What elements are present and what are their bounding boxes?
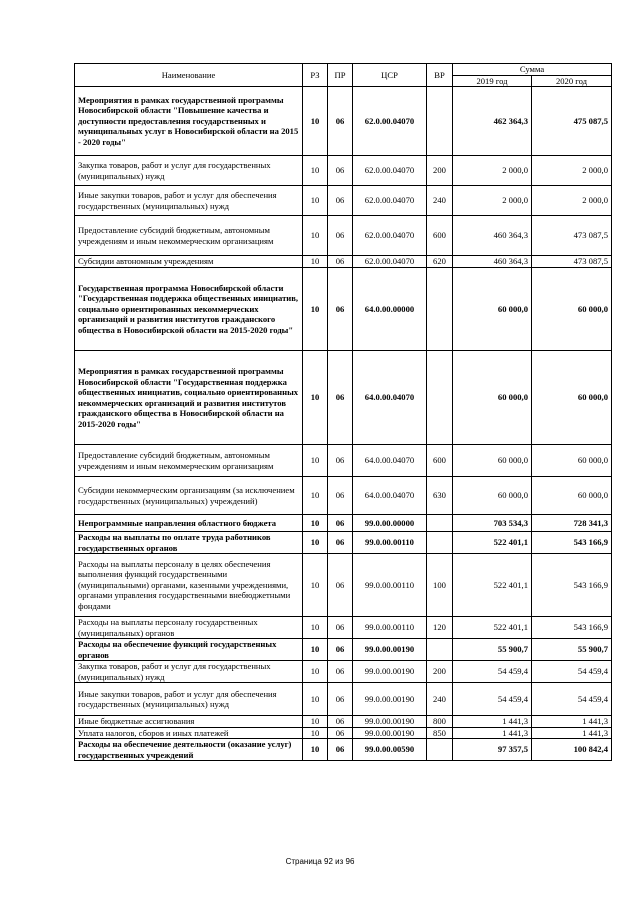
table-row [75, 639, 612, 661]
header-2019: 2019 год [453, 75, 532, 87]
cell-pr: 06 [328, 739, 353, 761]
cell-vr: 240 [427, 683, 453, 716]
cell-2019: 462 364,3 [453, 87, 532, 156]
cell-csr: 62.0.00.04070 [353, 186, 427, 216]
cell-rz: 10 [303, 739, 328, 761]
cell-2020: 543 166,9 [532, 617, 612, 639]
cell-2020: 1 441,3 [532, 716, 612, 728]
cell-csr: 99.0.00.00190 [353, 639, 427, 661]
cell-rz: 10 [303, 87, 328, 156]
header-2020: 2020 год [532, 75, 612, 87]
cell-vr: 600 [427, 445, 453, 477]
header-csr: ЦСР [353, 64, 427, 87]
cell-name: Расходы на обеспечение деятельности (оказание услуг) государственных учреждений [75, 739, 303, 761]
cell-rz: 10 [303, 554, 328, 617]
cell-vr: 800 [427, 716, 453, 728]
cell-2020: 60 000,0 [532, 445, 612, 477]
cell-csr: 64.0.00.04070 [353, 351, 427, 445]
table-row [75, 256, 612, 268]
cell-2020: 473 087,5 [532, 216, 612, 256]
cell-rz: 10 [303, 639, 328, 661]
cell-pr: 06 [328, 727, 353, 739]
cell-name: Закупка товаров, работ и услуг для государственных (муниципальных) нужд [75, 156, 303, 186]
cell-2019: 60 000,0 [453, 477, 532, 515]
cell-2019: 60 000,0 [453, 268, 532, 351]
cell-name: Расходы на выплаты персоналу государственных (муниципальных) органов [75, 617, 303, 639]
cell-2019: 54 459,4 [453, 661, 532, 683]
cell-rz: 10 [303, 683, 328, 716]
table-row [75, 477, 612, 515]
cell-2020: 475 087,5 [532, 87, 612, 156]
cell-name: Иные закупки товаров, работ и услуг для обеспечения государственных (муниципальных) нужд [75, 186, 303, 216]
cell-pr: 06 [328, 515, 353, 532]
cell-2019: 522 401,1 [453, 532, 532, 554]
cell-name: Уплата налогов, сборов и иных платежей [75, 727, 303, 739]
cell-2019: 54 459,4 [453, 683, 532, 716]
cell-rz: 10 [303, 532, 328, 554]
cell-csr: 99.0.00.00190 [353, 683, 427, 716]
cell-csr: 62.0.00.04070 [353, 256, 427, 268]
table-row [75, 515, 612, 532]
cell-pr: 06 [328, 186, 353, 216]
cell-2020: 2 000,0 [532, 156, 612, 186]
cell-csr: 62.0.00.04070 [353, 216, 427, 256]
cell-pr: 06 [328, 268, 353, 351]
cell-2019: 2 000,0 [453, 156, 532, 186]
cell-name: Расходы на выплаты персоналу в целях обеспечения выполнения функций государственными (муниципальными) органами, казенными учреждениями, органами управления государственными внебюджетными фондами [75, 554, 303, 617]
header-vr: ВР [427, 64, 453, 87]
cell-csr: 99.0.00.00190 [353, 716, 427, 728]
cell-name: Предоставление субсидий бюджетным, автономным учреждениям и иным некоммерческим организациям [75, 216, 303, 256]
cell-rz: 10 [303, 477, 328, 515]
cell-pr: 06 [328, 216, 353, 256]
table-row [75, 268, 612, 351]
cell-pr: 06 [328, 639, 353, 661]
table-row [75, 87, 612, 156]
cell-rz: 10 [303, 186, 328, 216]
cell-csr: 99.0.00.00190 [353, 661, 427, 683]
cell-pr: 06 [328, 87, 353, 156]
cell-name: Непрограммные направления областного бюджета [75, 515, 303, 532]
cell-2020: 60 000,0 [532, 268, 612, 351]
cell-2020: 2 000,0 [532, 186, 612, 216]
cell-name: Субсидии автономным учреждениям [75, 256, 303, 268]
table-row [75, 554, 612, 617]
cell-name: Расходы на обеспечение функций государственных органов [75, 639, 303, 661]
cell-rz: 10 [303, 515, 328, 532]
table-body [75, 87, 612, 761]
cell-rz: 10 [303, 727, 328, 739]
cell-rz: 10 [303, 445, 328, 477]
table-row [75, 617, 612, 639]
cell-csr: 64.0.00.00000 [353, 268, 427, 351]
cell-pr: 06 [328, 156, 353, 186]
cell-csr: 62.0.00.04070 [353, 156, 427, 186]
cell-rz: 10 [303, 156, 328, 186]
cell-name: Субсидии некоммерческим организациям (за исключением государственных (муниципальных) учреждений) [75, 477, 303, 515]
cell-csr: 64.0.00.04070 [353, 477, 427, 515]
cell-name: Предоставление субсидий бюджетным, автономным учреждениям и иным некоммерческим организациям [75, 445, 303, 477]
cell-csr: 99.0.00.00000 [353, 515, 427, 532]
cell-pr: 06 [328, 351, 353, 445]
cell-rz: 10 [303, 268, 328, 351]
cell-vr: 620 [427, 256, 453, 268]
table-row [75, 739, 612, 761]
cell-2020: 60 000,0 [532, 477, 612, 515]
cell-vr: 200 [427, 156, 453, 186]
cell-2019: 1 441,3 [453, 727, 532, 739]
cell-2020: 543 166,9 [532, 532, 612, 554]
cell-rz: 10 [303, 716, 328, 728]
cell-csr: 99.0.00.00590 [353, 739, 427, 761]
cell-2019: 1 441,3 [453, 716, 532, 728]
cell-pr: 06 [328, 661, 353, 683]
cell-rz: 10 [303, 256, 328, 268]
cell-2020: 543 166,9 [532, 554, 612, 617]
cell-pr: 06 [328, 617, 353, 639]
cell-2020: 55 900,7 [532, 639, 612, 661]
cell-2020: 54 459,4 [532, 683, 612, 716]
cell-2019: 703 534,3 [453, 515, 532, 532]
cell-rz: 10 [303, 351, 328, 445]
cell-pr: 06 [328, 716, 353, 728]
cell-name: Мероприятия в рамках государственной программы Новосибирской области "Повышение качества и доступности предоставления государственных и муниципальных услуг в Новосибирской области на 2015 - 2020 годы" [75, 87, 303, 156]
cell-vr [427, 268, 453, 351]
table-row [75, 216, 612, 256]
cell-name: Иные бюджетные ассигнования [75, 716, 303, 728]
header-sum: Сумма [453, 64, 612, 76]
cell-2019: 97 357,5 [453, 739, 532, 761]
cell-rz: 10 [303, 661, 328, 683]
cell-2020: 54 459,4 [532, 661, 612, 683]
cell-2019: 460 364,3 [453, 256, 532, 268]
cell-2019: 460 364,3 [453, 216, 532, 256]
header-rz: РЗ [303, 64, 328, 87]
cell-name: Мероприятия в рамках государственной программы Новосибирской области "Государственная поддержка общественных инициатив, социально ориентированных некоммерческих организаций и развития институтов гражданского общества в Новосибирской области на 2015-2020 годы" [75, 351, 303, 445]
cell-csr: 99.0.00.00110 [353, 532, 427, 554]
cell-2020: 100 842,4 [532, 739, 612, 761]
cell-csr: 62.0.00.04070 [353, 87, 427, 156]
table-row [75, 661, 612, 683]
table-row [75, 351, 612, 445]
page-number: Страница 92 из 96 [285, 857, 355, 866]
cell-name: Государственная программа Новосибирской области "Государственная поддержка общественных инициатив, социально ориентированных некоммерческих организаций и развития институтов гражданского общества в Новосибирской области на 2015-2020 годы" [75, 268, 303, 351]
cell-vr: 200 [427, 661, 453, 683]
budget-table [74, 63, 612, 761]
table-row [75, 683, 612, 716]
cell-vr: 630 [427, 477, 453, 515]
cell-pr: 06 [328, 256, 353, 268]
cell-2019: 2 000,0 [453, 186, 532, 216]
cell-vr: 100 [427, 554, 453, 617]
cell-vr: 600 [427, 216, 453, 256]
cell-2019: 55 900,7 [453, 639, 532, 661]
cell-2020: 728 341,3 [532, 515, 612, 532]
cell-2019: 60 000,0 [453, 351, 532, 445]
cell-2019: 60 000,0 [453, 445, 532, 477]
cell-pr: 06 [328, 683, 353, 716]
table-row [75, 727, 612, 739]
cell-vr: 120 [427, 617, 453, 639]
cell-pr: 06 [328, 477, 353, 515]
cell-csr: 64.0.00.04070 [353, 445, 427, 477]
cell-vr: 850 [427, 727, 453, 739]
cell-vr [427, 739, 453, 761]
cell-name: Расходы на выплаты по оплате труда работников государственных органов [75, 532, 303, 554]
table-row [75, 156, 612, 186]
cell-2019: 522 401,1 [453, 554, 532, 617]
cell-csr: 99.0.00.00110 [353, 617, 427, 639]
cell-2020: 60 000,0 [532, 351, 612, 445]
cell-vr [427, 532, 453, 554]
table-row [75, 716, 612, 728]
cell-vr [427, 515, 453, 532]
cell-2020: 473 087,5 [532, 256, 612, 268]
cell-csr: 99.0.00.00190 [353, 727, 427, 739]
cell-pr: 06 [328, 554, 353, 617]
table-row [75, 445, 612, 477]
cell-vr [427, 87, 453, 156]
cell-name: Закупка товаров, работ и услуг для государственных (муниципальных) нужд [75, 661, 303, 683]
header-name: Наименование [75, 64, 303, 87]
table-row [75, 186, 612, 216]
cell-vr: 240 [427, 186, 453, 216]
cell-vr [427, 351, 453, 445]
cell-name: Иные закупки товаров, работ и услуг для обеспечения государственных (муниципальных) нужд [75, 683, 303, 716]
table-row [75, 532, 612, 554]
cell-vr [427, 639, 453, 661]
cell-rz: 10 [303, 216, 328, 256]
cell-rz: 10 [303, 617, 328, 639]
cell-pr: 06 [328, 445, 353, 477]
header-pr: ПР [328, 64, 353, 87]
cell-csr: 99.0.00.00110 [353, 554, 427, 617]
cell-2020: 1 441,3 [532, 727, 612, 739]
cell-2019: 522 401,1 [453, 617, 532, 639]
cell-pr: 06 [328, 532, 353, 554]
